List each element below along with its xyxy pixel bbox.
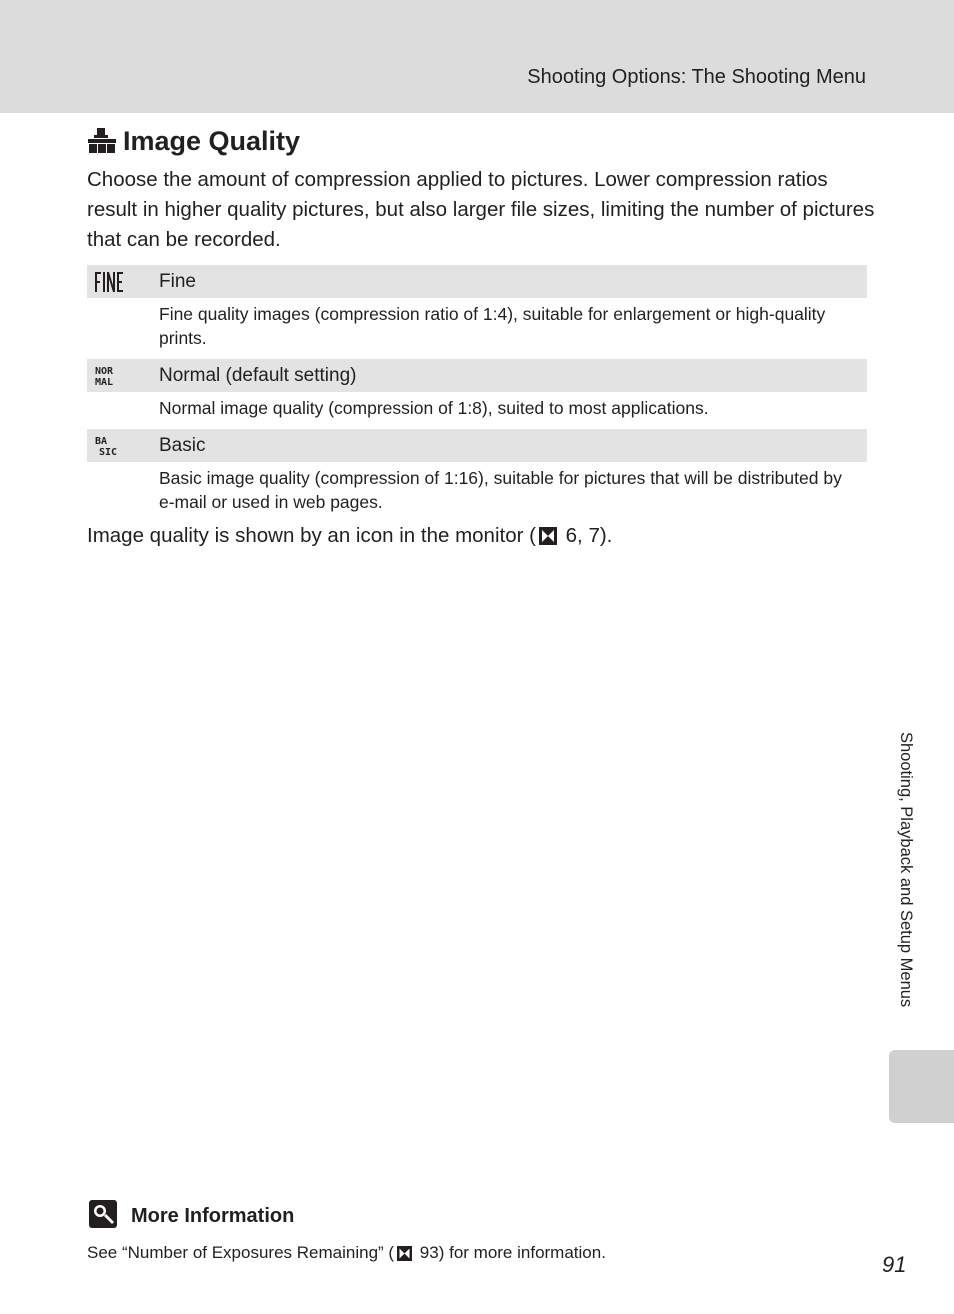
normal-quality-icon xyxy=(87,359,159,392)
option-description: Normal image quality (compression of 1:8), suited to most applications. xyxy=(159,398,709,418)
option-description: Basic image quality (compression of 1:16), suitable for pictures that will be distributed by e-mail or used in web pages. xyxy=(159,468,842,512)
monitor-note: Image quality is shown by an icon in the monitor ( 6, 7). xyxy=(87,524,612,551)
magnifier-info-icon xyxy=(89,1200,117,1233)
running-header: Shooting Options: The Shooting Menu xyxy=(527,66,866,88)
option-row-basic xyxy=(87,429,867,462)
page-title: Image Quality xyxy=(123,125,301,156)
quality-options-table xyxy=(87,265,867,523)
option-row-normal xyxy=(87,359,867,392)
camera-shooting-menu-icon xyxy=(87,128,117,154)
svg-text:NOR: NOR xyxy=(95,365,114,377)
page-reference-icon xyxy=(539,527,557,551)
fine-quality-icon xyxy=(87,265,159,298)
section-heading xyxy=(87,123,300,159)
svg-text:BA: BA xyxy=(95,435,108,447)
more-info-title: More Information xyxy=(131,1205,295,1227)
more-info-heading xyxy=(89,1200,294,1233)
svg-text:MAL: MAL xyxy=(95,376,114,387)
option-label: Basic xyxy=(159,434,206,456)
option-row-fine xyxy=(87,265,867,298)
chapter-side-label: Shooting, Playback and Setup Menus xyxy=(897,732,915,1008)
option-description: Fine quality images (compression ratio of 1:4), suitable for enlargement or high-quality prints. xyxy=(159,304,826,348)
intro-paragraph: Choose the amount of compression applied to pictures. Lower compression ratios result in higher quality pictures, but also larger file sizes, limiting the number of pictures that can be recorded. xyxy=(87,168,875,251)
page-reference-icon xyxy=(397,1246,412,1266)
more-info-text: See “Number of Exposures Remaining” ( 93) for more information. xyxy=(87,1243,606,1266)
header-band xyxy=(0,0,954,113)
chapter-tab xyxy=(889,1050,954,1123)
option-label: Normal (default setting) xyxy=(159,364,357,386)
page-number: 91 xyxy=(882,1252,907,1277)
svg-text:SIC: SIC xyxy=(99,446,118,457)
basic-quality-icon xyxy=(87,429,159,462)
option-label: Fine xyxy=(159,270,196,292)
